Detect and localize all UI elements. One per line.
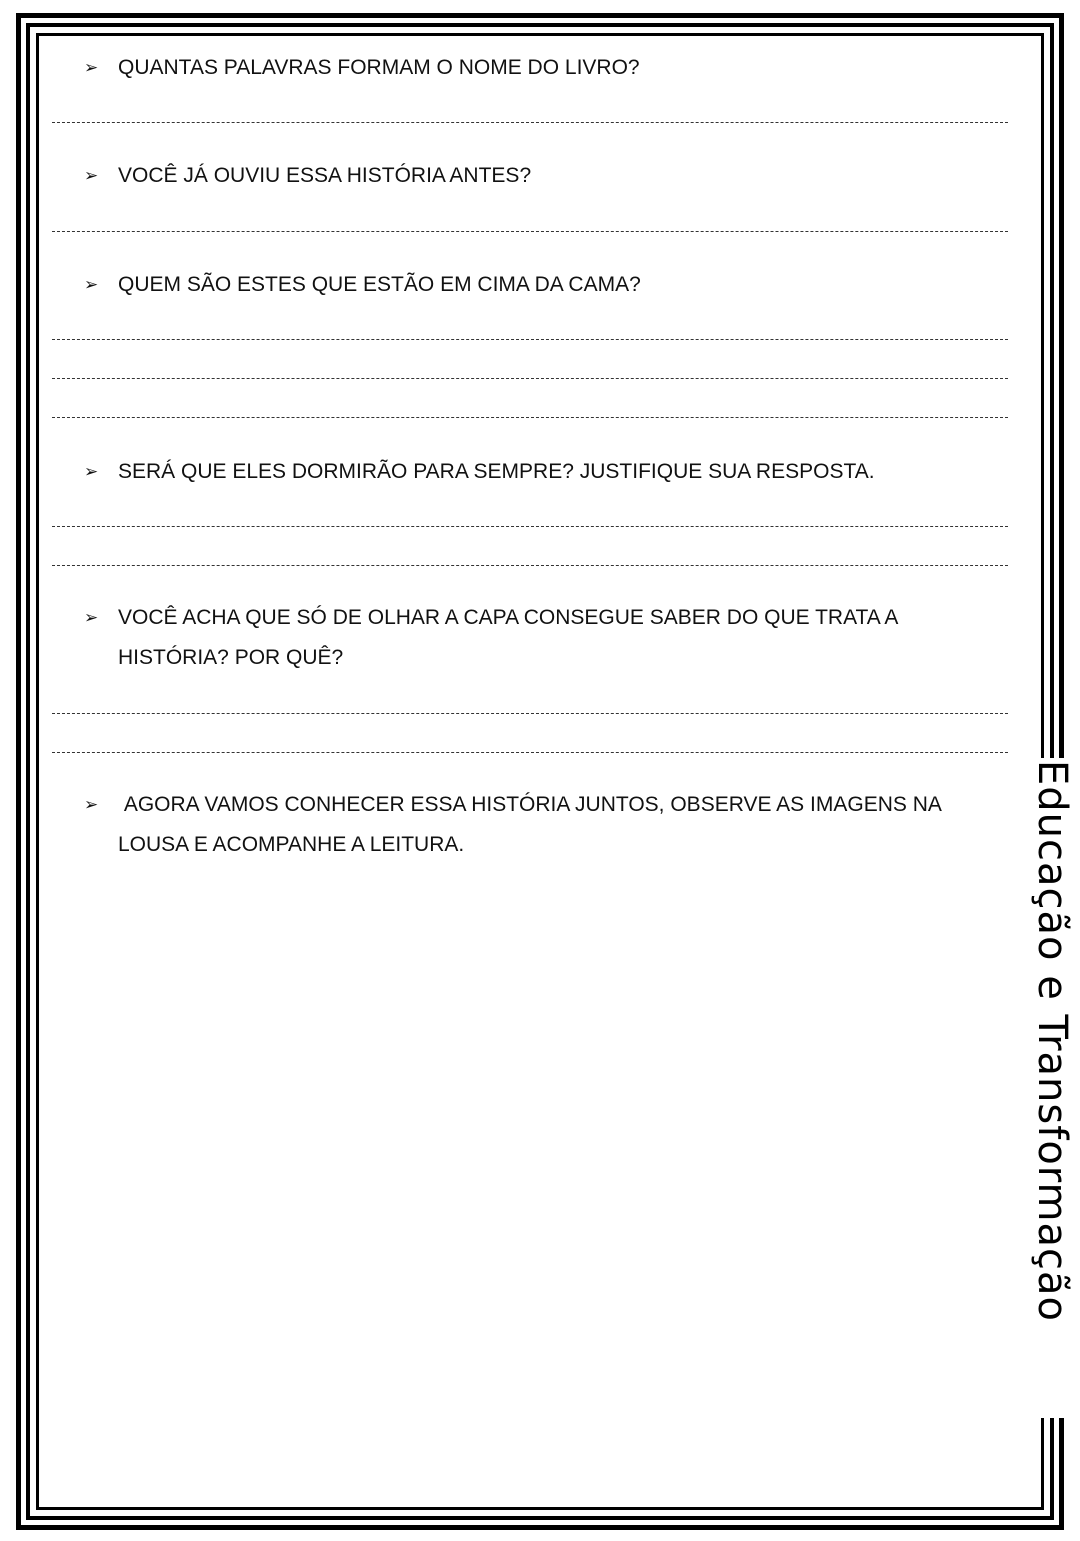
- answer-line[interactable]: [52, 339, 1008, 340]
- arrow-bullet-icon: ➢: [84, 275, 99, 294]
- question-2: [84, 156, 1004, 196]
- question-text: QUANTAS PALAVRAS FORMAM O NOME DO LIVRO?: [118, 56, 640, 79]
- answer-line[interactable]: [52, 231, 1008, 232]
- answer-line[interactable]: [52, 752, 1008, 753]
- answer-line[interactable]: [52, 713, 1008, 714]
- answer-line[interactable]: [52, 417, 1008, 418]
- question-text: VOCÊ ACHA QUE SÓ DE OLHAR A CAPA CONSEGUE SABER DO QUE TRATA A HISTÓRIA? POR QUÊ?: [118, 606, 898, 669]
- watermark-text: Educação e Transformação: [1029, 760, 1075, 1322]
- answer-line[interactable]: [52, 378, 1008, 379]
- answer-line[interactable]: [52, 565, 1008, 566]
- question-text: SERÁ QUE ELES DORMIRÃO PARA SEMPRE? JUSTIFIQUE SUA RESPOSTA.: [118, 460, 875, 483]
- question-3: [84, 265, 1004, 305]
- arrow-bullet-icon: ➢: [84, 58, 99, 77]
- arrow-bullet-icon: ➢: [84, 795, 99, 814]
- arrow-bullet-icon: ➢: [84, 462, 99, 481]
- question-text: VOCÊ JÁ OUVIU ESSA HISTÓRIA ANTES?: [118, 164, 532, 187]
- arrow-bullet-icon: ➢: [84, 608, 99, 627]
- question-text: QUEM SÃO ESTES QUE ESTÃO EM CIMA DA CAMA?: [118, 273, 641, 296]
- answer-line[interactable]: [52, 526, 1008, 527]
- question-6: [84, 785, 1004, 865]
- answer-line[interactable]: [52, 122, 1008, 123]
- question-text: AGORA VAMOS CONHECER ESSA HISTÓRIA JUNTOS, OBSERVE AS IMAGENS NA LOUSA E ACOMPANHE A LEITURA.: [118, 793, 947, 856]
- arrow-bullet-icon: ➢: [84, 166, 99, 185]
- question-4: [84, 452, 1004, 492]
- question-1: [84, 48, 1004, 88]
- page-border-inner: [36, 33, 1044, 1510]
- question-5: [84, 598, 1004, 678]
